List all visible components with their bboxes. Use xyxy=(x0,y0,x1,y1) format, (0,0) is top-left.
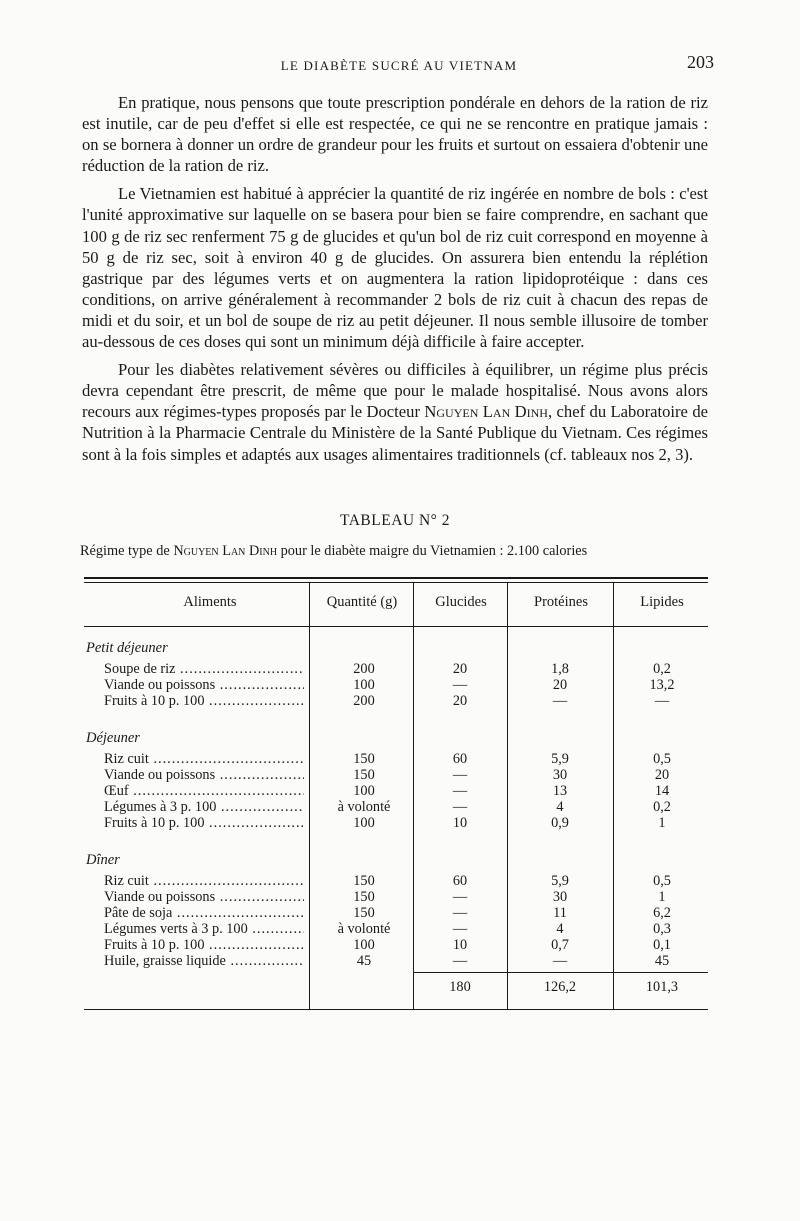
caption-author-name: Nguyen Lan Dinh xyxy=(173,543,278,559)
leader-dots xyxy=(215,767,304,783)
glucides-cell: — xyxy=(452,677,468,693)
food-name-cell xyxy=(104,767,304,783)
quantity-cell: 150 xyxy=(353,905,375,921)
running-header xyxy=(84,52,714,78)
quantity-cell: 100 xyxy=(353,677,375,693)
lipides-cell: 14 xyxy=(654,783,670,799)
leader-dots xyxy=(215,677,304,693)
lipides-cell: 20 xyxy=(654,767,670,783)
quantity-cell: 200 xyxy=(353,693,375,709)
totals-rule xyxy=(413,972,708,973)
quantity-cell: 100 xyxy=(353,815,375,831)
lipides-cell: 1 xyxy=(658,815,666,831)
glucides-cell: — xyxy=(452,921,468,937)
proteines-cell: 5,9 xyxy=(551,873,569,889)
food-name: Huile, graisse liquide xyxy=(104,953,226,969)
table-top-rule xyxy=(84,577,708,579)
food-name: Fruits à 10 p. 100 xyxy=(104,815,205,831)
leader-dots xyxy=(129,783,304,799)
food-name-cell xyxy=(104,873,304,889)
proteines-cell: 30 xyxy=(552,767,568,783)
food-name-cell xyxy=(104,815,304,831)
running-title: LE DIABÈTE SUCRÉ AU VIETNAM xyxy=(280,58,518,73)
quantity-cell: 150 xyxy=(353,767,375,783)
food-name-cell xyxy=(104,783,304,799)
table-top-rule-thin xyxy=(84,582,708,583)
column-header-quantite: Quantité (g) xyxy=(326,594,398,610)
table-row xyxy=(0,937,800,953)
proteines-cell: 0,9 xyxy=(551,815,569,831)
food-name: Viande ou poissons xyxy=(104,677,216,693)
leader-dots xyxy=(172,905,304,921)
proteines-cell: 11 xyxy=(553,905,567,921)
total-glucides: 180 xyxy=(449,979,471,995)
table-row xyxy=(0,661,800,677)
section-title-petit-dejeuner: Petit déjeuner xyxy=(86,640,168,656)
column-header-proteines: Protéines xyxy=(534,594,588,610)
quantity-cell: 200 xyxy=(353,661,375,677)
table-row xyxy=(0,799,800,815)
leader-dots xyxy=(149,751,304,767)
leader-dots xyxy=(204,937,304,953)
food-name: Fruits à 10 p. 100 xyxy=(104,693,205,709)
proteines-cell: 4 xyxy=(556,921,564,937)
quantity-cell: 150 xyxy=(353,873,375,889)
food-name-cell xyxy=(104,889,304,905)
leader-dots xyxy=(175,661,304,677)
table-row xyxy=(0,953,800,969)
table-row xyxy=(0,693,800,709)
glucides-cell: — xyxy=(452,889,468,905)
quantity-cell: 150 xyxy=(353,751,375,767)
glucides-cell: 20 xyxy=(452,661,468,677)
lipides-cell: 0,3 xyxy=(653,921,671,937)
food-name-cell xyxy=(104,693,304,709)
food-name: Légumes verts à 3 p. 100 xyxy=(104,921,248,937)
food-name-cell xyxy=(104,937,304,953)
paragraph: Le Vietnamien est habitué à apprécier la quantité de riz ingérée en nombre de bols : c'est l'unité approximative sur laquelle on se basera pour bien se faire comprendre, en sachant que 100 g de riz sec renferment 75 g de glucides et qu'un bol de riz cuit correspond en moyenne à 50 g de riz sec, soit à environ 40 g de glucides. On assurera bien entendu la réplétion gastrique par des légumes verts et on augmentera la ration lipidoprotéique : dans ces conditions, on arrive généralement à recommander 2 bols de riz cuit à chacun des repas de midi et du soir, et un bol de soupe de riz au petit déjeuner. Il nous semble illusoire de tomber au-dessous de ces doses qui sont un minimum déjà difficile à faire accepter. xyxy=(82,184,708,352)
lipides-cell: 1 xyxy=(658,889,666,905)
food-name: Légumes à 3 p. 100 xyxy=(104,799,217,815)
food-name: Fruits à 10 p. 100 xyxy=(104,937,205,953)
table-row xyxy=(0,873,800,889)
table-row xyxy=(0,767,800,783)
lipides-cell: — xyxy=(654,693,670,709)
food-name-cell xyxy=(104,953,304,969)
total-lipides: 101,3 xyxy=(645,979,679,995)
paragraph: En pratique, nous pensons que toute prescription pondérale en dehors de la ration de riz est inutile, car de peu d'effet si elle est respectée, ce qui ne se rencontre en pratique jamais : on se bornera à donner un ordre de grandeur pour les fruits et surtout on essaiera d'obtenir une réduction de la ration de riz. xyxy=(82,93,708,176)
table-row xyxy=(0,921,800,937)
glucides-cell: — xyxy=(452,767,468,783)
caption-text: Régime type de xyxy=(80,543,174,559)
lipides-cell: 45 xyxy=(654,953,670,969)
lipides-cell: 0,1 xyxy=(653,937,671,953)
quantity-cell: 45 xyxy=(356,953,372,969)
proteines-cell: 5,9 xyxy=(551,751,569,767)
leader-dots xyxy=(216,799,304,815)
food-name: Viande ou poissons xyxy=(104,767,216,783)
lipides-cell: 0,2 xyxy=(653,661,671,677)
body-text xyxy=(82,92,708,472)
column-header-glucides: Glucides xyxy=(435,594,487,610)
table-title: TABLEAU N° 2 xyxy=(340,512,450,529)
food-name: Riz cuit xyxy=(104,751,149,767)
glucides-cell: 20 xyxy=(452,693,468,709)
page-number: 203 xyxy=(687,52,714,72)
total-proteines: 126,2 xyxy=(543,979,577,995)
column-header-aliments: Aliments xyxy=(183,594,237,610)
food-name: Œuf xyxy=(104,783,129,799)
leader-dots xyxy=(248,921,304,937)
lipides-cell: 0,2 xyxy=(653,799,671,815)
quantity-cell: à volonté xyxy=(337,921,391,937)
author-name: Nguyen Lan Dinh xyxy=(424,402,548,422)
food-name: Soupe de riz xyxy=(104,661,176,677)
glucides-cell: — xyxy=(452,783,468,799)
leader-dots xyxy=(204,815,304,831)
paragraph-text: , chef du Laboratoire de Nutrition à la Pharmacie Centrale du Ministère de la Santé Publique du Vietnam. Ces régimes sont à la fois simples et adaptés aux usages alimentaires traditionnels (cf. tableaux nos 2, 3). xyxy=(82,402,708,464)
caption-text: pour le diabète maigre du Vietnamien : 2.100 calories xyxy=(277,543,588,559)
table-row xyxy=(0,677,800,693)
proteines-cell: 13 xyxy=(552,783,568,799)
food-name: Pâte de soja xyxy=(104,905,173,921)
section-title-dejeuner: Déjeuner xyxy=(86,730,140,746)
lipides-cell: 0,5 xyxy=(653,751,671,767)
glucides-cell: 60 xyxy=(452,751,468,767)
leader-dots xyxy=(204,693,304,709)
paragraph xyxy=(82,359,708,464)
glucides-cell: — xyxy=(452,799,468,815)
table-row xyxy=(0,783,800,799)
food-name-cell xyxy=(104,921,304,937)
proteines-cell: 4 xyxy=(556,799,564,815)
food-name: Viande ou poissons xyxy=(104,889,216,905)
lipides-cell: 13,2 xyxy=(649,677,675,693)
glucides-cell: 60 xyxy=(452,873,468,889)
leader-dots xyxy=(215,889,304,905)
table-row xyxy=(0,889,800,905)
glucides-cell: — xyxy=(452,953,468,969)
table-row xyxy=(0,751,800,767)
lipides-cell: 0,5 xyxy=(653,873,671,889)
table-row xyxy=(0,905,800,921)
quantity-cell: 100 xyxy=(353,783,375,799)
glucides-cell: 10 xyxy=(452,815,468,831)
table-row xyxy=(0,815,800,831)
table-caption xyxy=(80,543,720,560)
proteines-cell: 1,8 xyxy=(551,661,569,677)
food-name-cell xyxy=(104,905,304,921)
quantity-cell: 100 xyxy=(353,937,375,953)
totals-row xyxy=(0,979,800,997)
glucides-cell: 10 xyxy=(452,937,468,953)
column-header-lipides: Lipides xyxy=(640,594,684,610)
proteines-cell: 30 xyxy=(552,889,568,905)
section-title-diner: Dîner xyxy=(86,852,120,868)
food-name-cell xyxy=(104,751,304,767)
paragraph-text: Pour les diabètes relativement sévères ou difficiles à équilibrer, un régime plus précis devra cependant être prescrit, de même que pour le malade hospitalisé. Nous avons alors recours aux régimes-types proposés par le Docteur xyxy=(82,360,708,422)
food-name-cell xyxy=(104,661,304,677)
proteines-cell: 0,7 xyxy=(551,937,569,953)
glucides-cell: — xyxy=(452,905,468,921)
quantity-cell: 150 xyxy=(353,889,375,905)
quantity-cell: à volonté xyxy=(337,799,391,815)
leader-dots xyxy=(226,953,304,969)
proteines-cell: — xyxy=(552,953,568,969)
food-name-cell xyxy=(104,799,304,815)
leader-dots xyxy=(149,873,304,889)
proteines-cell: 20 xyxy=(552,677,568,693)
proteines-cell: — xyxy=(552,693,568,709)
food-name: Riz cuit xyxy=(104,873,149,889)
food-name-cell xyxy=(104,677,304,693)
lipides-cell: 6,2 xyxy=(653,905,671,921)
table-header-rule xyxy=(84,626,708,627)
table-bottom-rule xyxy=(84,1009,708,1010)
